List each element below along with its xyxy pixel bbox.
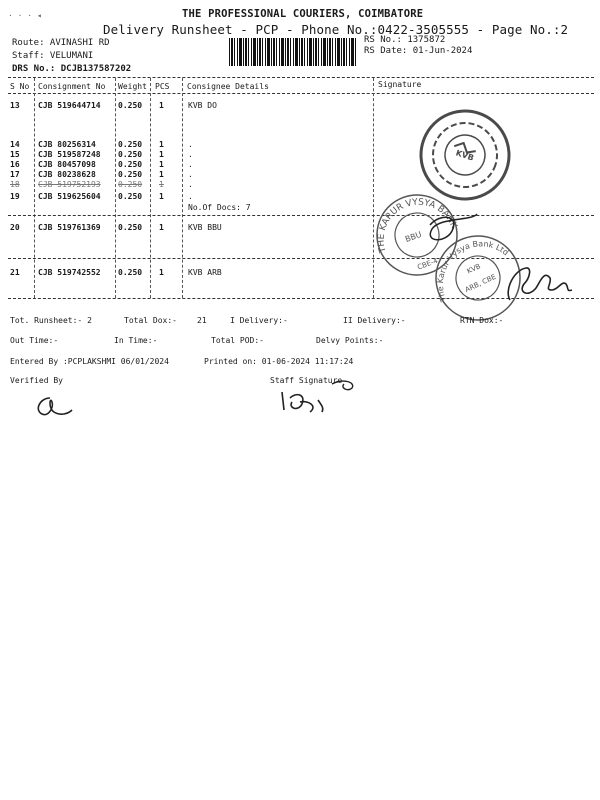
row-consignment: CJB 80457098 bbox=[38, 160, 96, 169]
row-weight: 0.250 bbox=[118, 160, 143, 169]
row-details: KVB DO bbox=[188, 101, 217, 110]
row-details: . bbox=[188, 160, 193, 169]
row-pcs: 1 bbox=[159, 170, 164, 179]
row-pcs: 1 bbox=[159, 101, 164, 110]
col-signature: Signature bbox=[378, 80, 422, 89]
row-weight: 0.250 bbox=[118, 180, 143, 189]
col-consignee: Consignee Details bbox=[187, 82, 269, 91]
out-time: Out Time:- bbox=[10, 336, 59, 345]
row-consignment: CJB 519761369 bbox=[38, 223, 101, 232]
row-consignment: CJB 519644714 bbox=[38, 101, 101, 110]
col-weight: Weight bbox=[118, 82, 147, 91]
stamp3-top-text: KVB bbox=[465, 262, 482, 276]
row-weight: 0.250 bbox=[118, 140, 143, 149]
row-consignment: CJB 519752193 bbox=[38, 180, 101, 189]
row-sno: 19 bbox=[10, 192, 20, 201]
doc-count: No.Of Docs: 7 bbox=[188, 203, 251, 212]
verified-by: Verified By bbox=[10, 376, 63, 385]
in-time: In Time:- bbox=[114, 336, 158, 345]
total-dox-value: 21 bbox=[197, 316, 207, 325]
row-details: . bbox=[188, 192, 193, 201]
row-details: . bbox=[188, 150, 193, 159]
row-weight: 0.250 bbox=[118, 101, 143, 110]
company-title: THE PROFESSIONAL COURIERS, COIMBATORE bbox=[182, 8, 424, 20]
row-weight: 0.250 bbox=[118, 268, 143, 277]
row-pcs: 1 bbox=[159, 192, 164, 201]
total-pod: Total POD:- bbox=[211, 336, 264, 345]
row-details: KVB BBU bbox=[188, 223, 222, 232]
row-consignment: CJB 80256314 bbox=[38, 140, 96, 149]
row-sno: 20 bbox=[10, 223, 20, 232]
row-sno: 15 bbox=[10, 150, 20, 159]
row-pcs: 1 bbox=[159, 140, 164, 149]
ii-delivery: II Delivery:- bbox=[343, 316, 406, 325]
row-consignment: CJB 80238628 bbox=[38, 170, 96, 179]
stamp3-ring-text: The Karur Vysya Bank Ltd bbox=[435, 239, 511, 304]
row-consignment: CJB 519587248 bbox=[38, 150, 101, 159]
drs-number: DRS No.: DCJB137587202 bbox=[12, 64, 132, 74]
row-weight: 0.250 bbox=[118, 223, 143, 232]
row-sno: 16 bbox=[10, 160, 20, 169]
row-details: . bbox=[188, 180, 193, 189]
rs-number: RS No.: 1375872 bbox=[364, 35, 446, 45]
tot-runsheet: Tot. Runsheet:- 2 bbox=[10, 316, 92, 325]
stamp2-ring-text: THE KARUR VYSYA BANK bbox=[376, 197, 459, 254]
rs-date: RS Date: 01-Jun-2024 bbox=[364, 46, 473, 56]
row-pcs: 1 bbox=[159, 223, 164, 232]
row-pcs: 1 bbox=[159, 180, 164, 189]
printed-on: Printed on: 01-06-2024 11:17:24 bbox=[204, 357, 354, 366]
row-details: . bbox=[188, 140, 193, 149]
staff-label: Staff: VELUMANI bbox=[12, 51, 94, 61]
row-sno: 18 bbox=[10, 180, 20, 189]
row-details: . bbox=[188, 170, 193, 179]
route-label: Route: AVINASHI RD bbox=[12, 38, 110, 48]
col-pcs: PCS bbox=[155, 82, 170, 91]
entered-by: Entered By :PCPLAKSHMI 06/01/2024 bbox=[10, 357, 169, 366]
row-sno: 14 bbox=[10, 140, 20, 149]
row-pcs: 1 bbox=[159, 268, 164, 277]
total-dox-label: Total Dox:- bbox=[124, 316, 177, 325]
stamp1-text: KVB bbox=[454, 148, 476, 163]
row-pcs: 1 bbox=[159, 160, 164, 169]
col-consignment: Consignment No bbox=[38, 82, 106, 91]
row-details: KVB ARB bbox=[188, 268, 222, 277]
delvy-points: Delvy Points:- bbox=[316, 336, 384, 345]
stamp3-center-text: ARB, CBE bbox=[463, 272, 498, 295]
stamp2-center-text: BBU bbox=[403, 229, 423, 244]
rtn-dox: RTN Dox:- bbox=[460, 316, 504, 325]
row-consignment: CJB 519742552 bbox=[38, 268, 101, 277]
stamp2-bottom-text: CBE-4 bbox=[416, 256, 439, 272]
row-weight: 0.250 bbox=[118, 170, 143, 179]
row-sno: 13 bbox=[10, 101, 20, 110]
row-pcs: 1 bbox=[159, 150, 164, 159]
row-sno: 21 bbox=[10, 268, 20, 277]
corner-mark: · · · ◂ bbox=[8, 11, 42, 20]
row-weight: 0.250 bbox=[118, 192, 143, 201]
staff-signature-label: Staff Signature bbox=[270, 376, 343, 385]
col-sno: S No bbox=[10, 82, 30, 91]
row-sno: 17 bbox=[10, 170, 20, 179]
runsheet-subtitle: Delivery Runsheet - PCP - Phone No.:0422-3505555 - Page No.:2 bbox=[103, 22, 569, 37]
i-delivery: I Delivery:- bbox=[230, 316, 288, 325]
row-weight: 0.250 bbox=[118, 150, 143, 159]
row-consignment: CJB 519625604 bbox=[38, 192, 101, 201]
